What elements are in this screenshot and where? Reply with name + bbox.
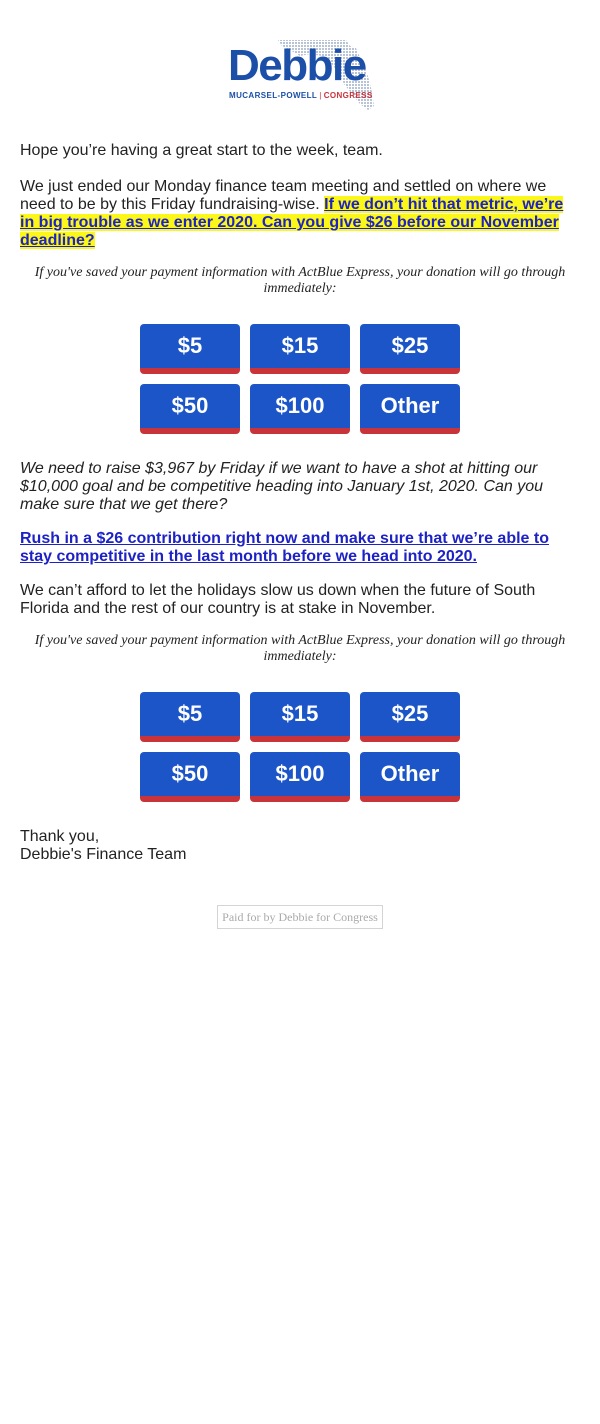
actblue-note: If you've saved your payment information with ActBlue Express, your donation will go through immediately: <box>34 265 566 296</box>
campaign-logo[interactable] <box>226 36 376 112</box>
logo-subtitle <box>229 91 373 100</box>
signoff-thanks: Thank you, <box>20 828 100 845</box>
meeting-paragraph <box>20 178 580 250</box>
donate-other-button[interactable]: Other <box>360 384 460 434</box>
donate-25-button-2[interactable]: $25 <box>360 692 460 742</box>
rush-contribution-link[interactable]: Rush in a $26 contribution right now and make sure that we’re able to stay competitive in the last month before we head into 2020. <box>20 530 549 565</box>
rush-paragraph <box>20 530 580 566</box>
donate-100-button-2[interactable]: $100 <box>250 752 350 802</box>
donate-25-button[interactable]: $25 <box>360 324 460 374</box>
donate-50-button-2[interactable]: $50 <box>140 752 240 802</box>
highlighted-ask-link[interactable]: If we don’t hit that metric, we’re in big trouble as we enter 2020. Can you give $26 before our November deadline? <box>20 196 564 249</box>
donate-15-button-2[interactable]: $15 <box>250 692 350 742</box>
logo-subtitle-congress: CONGRESS <box>323 91 373 100</box>
holidays-paragraph: We can’t afford to let the holidays slow us down when the future of South Florida and the rest of our country is at stake in November. <box>20 582 536 617</box>
donate-other-button-2[interactable]: Other <box>360 752 460 802</box>
logo-subtitle-name: MUCARSEL-POWELL <box>229 91 318 100</box>
donate-5-button-2[interactable]: $5 <box>140 692 240 742</box>
donate-15-button[interactable]: $15 <box>250 324 350 374</box>
donate-5-button[interactable]: $5 <box>140 324 240 374</box>
meeting-text: We just ended our Monday finance team meeting and settled on where we need to be by this Friday fundraising-wise. <box>20 178 547 213</box>
logo-subtitle-separator: | <box>319 91 322 100</box>
paid-for-disclaimer: Paid for by Debbie for Congress <box>217 905 383 929</box>
actblue-note-2: If you've saved your payment information with ActBlue Express, your donation will go through immediately: <box>34 633 566 664</box>
greeting-paragraph: Hope you’re having a great start to the week, team. <box>20 142 383 159</box>
signoff-team: Debbie's Finance Team <box>20 846 187 863</box>
donate-50-button[interactable]: $50 <box>140 384 240 434</box>
donate-100-button[interactable]: $100 <box>250 384 350 434</box>
logo-wordmark: Debbie <box>228 41 366 90</box>
goal-paragraph: We need to raise $3,967 by Friday if we want to have a shot at hitting our $10,000 goal and be competitive heading into January 1st, 2020. Can you make sure that we get there? <box>20 460 544 513</box>
